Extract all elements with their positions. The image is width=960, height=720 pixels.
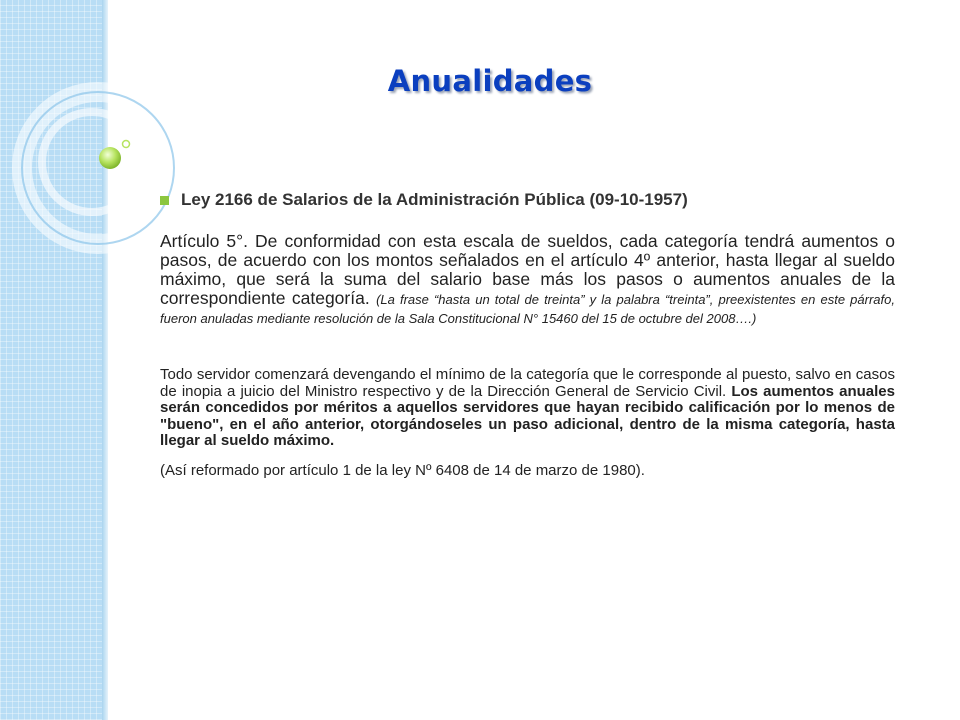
slide-content — [160, 190, 895, 479]
law-heading-text: Ley 2166 de Salarios de la Administración Pública (09-10-1957) — [181, 190, 688, 209]
article-text: Artículo 5°. De conformidad con esta escala de sueldos, cada categoría tendrá aumentos o pasos, de acuerdo con los montos señalados en el artículo 4º anterior, hasta llegar al sueldo máximo, que será la suma del salario base más los pasos o aumentos anuales de la correspondiente categoría. — [160, 231, 895, 308]
law-heading — [160, 190, 895, 210]
reform-note: (Así reformado por artículo 1 de la ley Nº 6408 de 14 de marzo de 1980). — [160, 461, 645, 479]
article-paragraph — [160, 232, 895, 327]
servant-paragraph-regular: Todo servidor comenzará devengando el mínimo de la categoría que le corresponde al puesto, salvo en casos de inopia a juicio del Ministro respectivo y de la Dirección General de Servicio Civil. — [160, 366, 895, 400]
servant-paragraph-bold: Los aumentos anuales serán concedidos por méritos a aquellos servidores que hayan recibido calificación por lo menos de "bueno", en el año anterior, otorgándoseles un paso adicional, dentro de la misma categoría, hasta llegar al sueldo máximo. — [160, 382, 895, 449]
servant-paragraph — [160, 367, 895, 450]
square-bullet-icon — [160, 196, 169, 205]
slide-title: Anualidades — [387, 64, 593, 98]
article-note: (La frase “hasta un total de treinta” y la palabra “treinta”, preexistentes en este párrafo, fueron anuladas mediante resolución de la Sala Constitucional N° 15460 del 15 de octubre del 2008….) — [160, 292, 895, 326]
ring-inner — [42, 112, 142, 212]
green-ball-large — [99, 147, 121, 169]
green-ball-small — [123, 141, 130, 148]
